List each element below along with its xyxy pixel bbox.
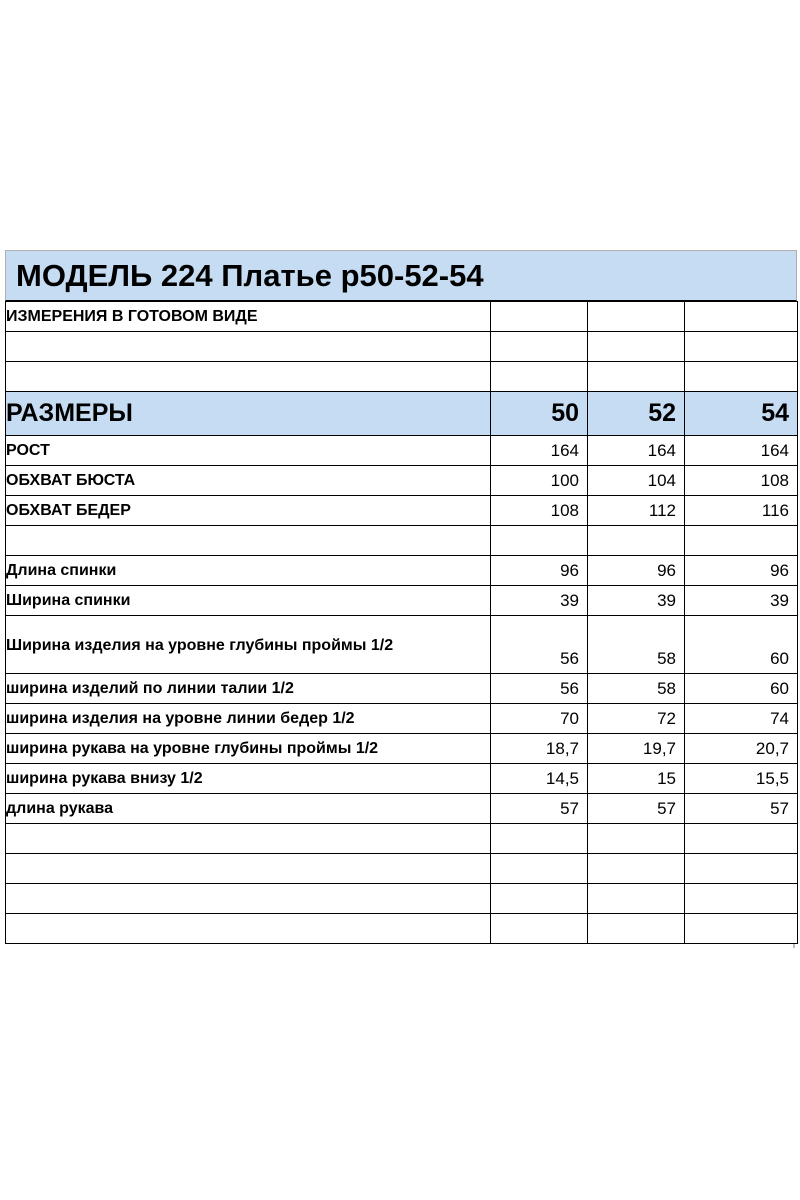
table-row	[6, 734, 798, 764]
table-row	[6, 764, 798, 794]
empty-cell	[491, 332, 588, 362]
size-52: 52	[588, 392, 685, 436]
size-50: 50	[491, 392, 588, 436]
row-label	[6, 616, 491, 674]
row-value: 96	[491, 556, 588, 586]
row-label: ОБХВАТ БЕДЕР	[6, 496, 491, 526]
row-label-text: Ширина изделия на уровне глубины проймы 1/2	[6, 636, 394, 654]
row-value: 72	[588, 704, 685, 734]
table-row	[6, 466, 798, 496]
row-label: ширина рукава на уровне глубины проймы 1/2	[6, 734, 491, 764]
empty-cell	[685, 914, 798, 944]
row-value: 57	[685, 794, 798, 824]
row-value: 39	[588, 586, 685, 616]
row-value: 74	[685, 704, 798, 734]
row-value: 20,7	[685, 734, 798, 764]
row-value: 108	[685, 466, 798, 496]
row-value: 104	[588, 466, 685, 496]
table-row	[6, 302, 798, 332]
row-value: 15	[588, 764, 685, 794]
row-value: 56	[491, 616, 588, 674]
empty-cell	[685, 884, 798, 914]
row-value: 14,5	[491, 764, 588, 794]
row-value: 58	[588, 674, 685, 704]
empty-cell	[588, 526, 685, 556]
row-value: 164	[685, 436, 798, 466]
row-value: 57	[588, 794, 685, 824]
empty-cell	[588, 362, 685, 392]
empty-cell	[491, 824, 588, 854]
edge-mark	[793, 944, 795, 948]
empty-row	[6, 332, 798, 362]
row-label: ширина рукава внизу 1/2	[6, 764, 491, 794]
empty-cell	[491, 526, 588, 556]
row-value: 100	[491, 466, 588, 496]
empty-cell	[491, 302, 588, 332]
row-value: 58	[588, 616, 685, 674]
table-row	[6, 794, 798, 824]
empty-cell	[6, 526, 491, 556]
sizes-row	[6, 392, 798, 436]
empty-cell	[685, 302, 798, 332]
empty-row	[6, 362, 798, 392]
empty-row	[6, 914, 798, 944]
empty-cell	[491, 362, 588, 392]
row-value: 39	[685, 586, 798, 616]
row-label: Ширина спинки	[6, 586, 491, 616]
empty-row	[6, 884, 798, 914]
empty-row	[6, 526, 798, 556]
measurements-header: ИЗМЕРЕНИЯ В ГОТОВОМ ВИДЕ	[6, 302, 491, 332]
row-value: 60	[685, 616, 798, 674]
table-row	[6, 496, 798, 526]
table-row	[6, 436, 798, 466]
row-value: 108	[491, 496, 588, 526]
row-value: 96	[588, 556, 685, 586]
row-label: длина рукава	[6, 794, 491, 824]
empty-cell	[588, 914, 685, 944]
row-value: 56	[491, 674, 588, 704]
table-row	[6, 674, 798, 704]
empty-row	[6, 854, 798, 884]
empty-cell	[685, 526, 798, 556]
empty-cell	[685, 854, 798, 884]
row-value: 96	[685, 556, 798, 586]
row-value: 18,7	[491, 734, 588, 764]
size-54: 54	[685, 392, 798, 436]
empty-cell	[685, 332, 798, 362]
empty-cell	[491, 854, 588, 884]
row-label: ширина изделий по линии талии 1/2	[6, 674, 491, 704]
empty-row	[6, 824, 798, 854]
empty-cell	[491, 884, 588, 914]
empty-cell	[491, 914, 588, 944]
table-row	[6, 704, 798, 734]
row-label: ОБХВАТ БЮСТА	[6, 466, 491, 496]
empty-cell	[685, 824, 798, 854]
measurements-table	[5, 301, 798, 944]
table-row	[6, 616, 798, 674]
table-row	[6, 586, 798, 616]
empty-cell	[6, 824, 491, 854]
row-value: 15,5	[685, 764, 798, 794]
row-value: 57	[491, 794, 588, 824]
sizes-label: РАЗМЕРЫ	[6, 392, 491, 436]
row-value: 70	[491, 704, 588, 734]
row-label: РОСТ	[6, 436, 491, 466]
table-row	[6, 556, 798, 586]
row-value: 19,7	[588, 734, 685, 764]
empty-cell	[685, 362, 798, 392]
empty-cell	[6, 362, 491, 392]
empty-cell	[6, 914, 491, 944]
empty-cell	[588, 884, 685, 914]
empty-cell	[588, 854, 685, 884]
model-title: МОДЕЛЬ 224 Платье р50-52-54	[16, 257, 484, 293]
empty-cell	[588, 332, 685, 362]
empty-cell	[6, 884, 491, 914]
row-value: 164	[588, 436, 685, 466]
title-bar	[5, 250, 797, 301]
row-value: 116	[685, 496, 798, 526]
row-label: ширина изделия на уровне линии бедер 1/2	[6, 704, 491, 734]
empty-cell	[588, 302, 685, 332]
row-value: 112	[588, 496, 685, 526]
empty-cell	[6, 854, 491, 884]
empty-cell	[6, 332, 491, 362]
size-chart-sheet	[5, 250, 797, 944]
row-value: 164	[491, 436, 588, 466]
empty-cell	[588, 824, 685, 854]
row-value: 39	[491, 586, 588, 616]
row-label: Длина спинки	[6, 556, 491, 586]
row-value: 60	[685, 674, 798, 704]
